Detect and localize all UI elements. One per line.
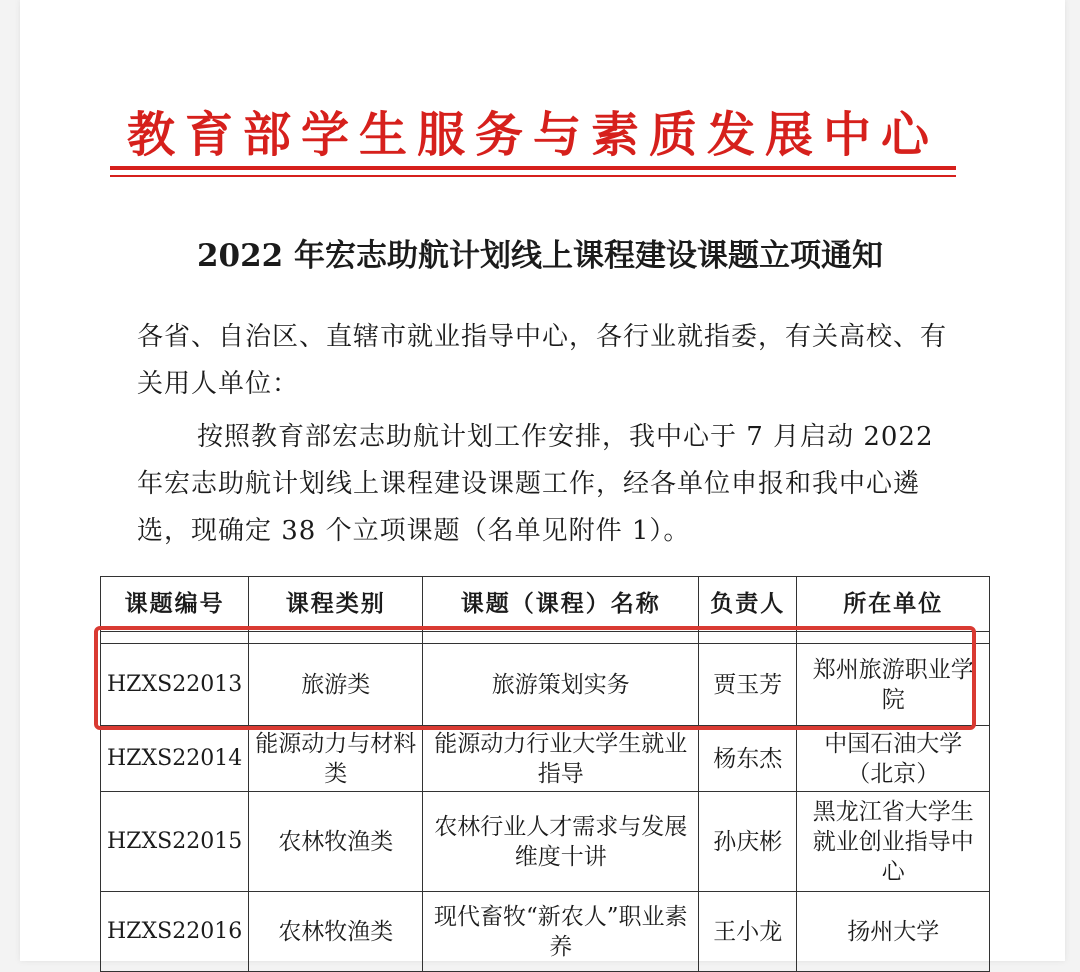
letterhead-rule-thin bbox=[110, 175, 956, 177]
header-unit: 所在单位 bbox=[797, 577, 990, 632]
cell-name: 旅游策划实务 bbox=[423, 644, 699, 726]
table-row bbox=[101, 644, 990, 726]
cell-name: 农林行业人才需求与发展维度十讲 bbox=[423, 792, 699, 892]
cell-code: HZXS22016 bbox=[101, 892, 249, 972]
cell-leader: 贾玉芳 bbox=[699, 644, 797, 726]
cell-name: 现代畜牧“新农人”职业素养 bbox=[423, 892, 699, 972]
header-leader: 负责人 bbox=[699, 577, 797, 632]
cell-code: HZXS22015 bbox=[101, 792, 249, 892]
table-spacer-row bbox=[101, 632, 990, 644]
document-title: 2022 年宏志助航计划线上课程建设课题立项通知 bbox=[196, 238, 884, 274]
header-code: 课题编号 bbox=[101, 577, 249, 632]
cell-code: HZXS22014 bbox=[101, 726, 249, 792]
cell-unit: 黑龙江省大学生就业创业指导中心 bbox=[797, 792, 990, 892]
cell-leader: 杨东杰 bbox=[699, 726, 797, 792]
cell-unit: 扬州大学 bbox=[797, 892, 990, 972]
body-paragraph: 按照教育部宏志助航计划工作安排，我中心于 7 月启动 2022 年宏志助航计划线上课程建设课题工作，经各单位申报和我中心遴选，现确定 38 个立项课题（名单见附件 1）。 bbox=[137, 422, 934, 546]
header-name: 课题（课程）名称 bbox=[423, 577, 699, 632]
cell-code: HZXS22013 bbox=[101, 644, 249, 726]
cell-leader: 王小龙 bbox=[699, 892, 797, 972]
table-row bbox=[101, 726, 990, 792]
cell-name: 能源动力行业大学生就业指导 bbox=[423, 726, 699, 792]
cell-category: 农林牧渔类 bbox=[249, 792, 423, 892]
letterhead-rule-thick bbox=[110, 166, 956, 170]
cell-unit: 郑州旅游职业学院 bbox=[797, 644, 990, 726]
project-table bbox=[100, 576, 990, 972]
table-row bbox=[101, 792, 990, 892]
cell-category: 农林牧渔类 bbox=[249, 892, 423, 972]
cell-leader: 孙庆彬 bbox=[699, 792, 797, 892]
header-category: 课程类别 bbox=[249, 577, 423, 632]
table-row bbox=[101, 892, 990, 972]
cell-category: 旅游类 bbox=[249, 644, 423, 726]
table-header-row bbox=[101, 577, 990, 632]
letterhead-title: 教育部学生服务与素质发展中心 bbox=[126, 107, 939, 163]
cell-category: 能源动力与材料类 bbox=[249, 726, 423, 792]
cell-unit: 中国石油大学（北京） bbox=[797, 726, 990, 792]
addressee-paragraph: 各省、自治区、直辖市就业指导中心，各行业就指委，有关高校、有关用人单位： bbox=[137, 322, 948, 399]
